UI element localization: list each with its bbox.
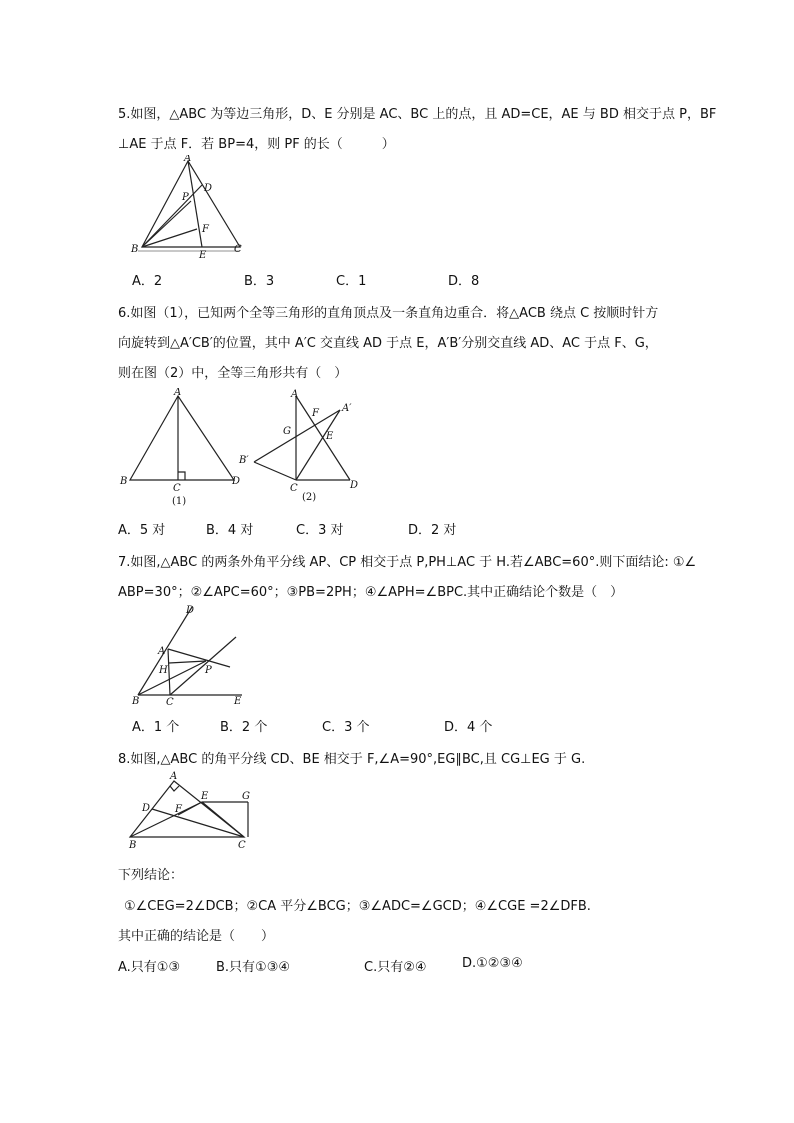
q6-fig2-label-g: G [283, 426, 291, 437]
q8-label-b: B [129, 840, 137, 851]
q6-option-b: B．4 对 [206, 523, 254, 538]
q8-line-1: 8.如图,△ABC 的角平分线 CD、BE 相交于 F,∠A=90°,EG∥BC,且 CG⊥EG 于 G. [118, 752, 586, 767]
q5-triangle-abc [142, 161, 240, 247]
q5-option-a: A．2 [132, 274, 163, 289]
q8-label-e: E [201, 791, 209, 802]
q6-fig2-a1c [296, 410, 340, 480]
q7-figure [128, 603, 258, 708]
q6-line-2: 向旋转到△A′CB′的位置，其中 A′C 交直线 AD 于点 E，A′B′分别交直线 AD、AC 于点 F、G， [118, 336, 658, 351]
q5-segment-bp [142, 201, 191, 247]
q8-label-f: F [175, 804, 182, 815]
q6-option-d: D．2 对 [408, 523, 457, 538]
q7-option-a: A．1 个 [132, 720, 180, 735]
q5-label-a: A [184, 155, 192, 164]
q7-label-d: D [186, 605, 195, 616]
q6-fig2-label-a1: A′ [342, 403, 352, 414]
q5-line-1: 5.如图，△ABC 为等边三角形，D、E 分别是 AC、BC 上的点，且 AD=CE，AE 与 BD 相交于点 P，BF [118, 107, 717, 122]
q6-fig2-label-a: A [291, 389, 299, 400]
q6-option-c: C．3 对 [296, 523, 344, 538]
q8-option-b: B.只有①③④ [216, 960, 291, 975]
q5-label-e: E [199, 250, 207, 261]
q6-figure-1 [118, 388, 248, 513]
q6-fig2-b1c [254, 462, 296, 480]
q5-label-f: F [202, 224, 209, 235]
q5-option-b: B．3 [244, 274, 275, 289]
q5-segment-ae [188, 161, 202, 247]
q5-label-b: B [131, 244, 139, 255]
q7-segment-ph [169, 661, 206, 663]
q7-label-h: H [159, 665, 168, 676]
q8-conclusions-title: 下列结论： [118, 868, 184, 883]
q5-label-c: C [234, 244, 242, 255]
q8-label-c: C [238, 840, 246, 851]
q6-fig1-caption: (1) [172, 496, 187, 507]
q6-fig2-label-c: C [290, 483, 298, 494]
q7-option-d: D．4 个 [444, 720, 493, 735]
q8-right-angle [170, 786, 179, 791]
q5-option-c: C．1 [336, 274, 367, 289]
q5-label-p: P [182, 192, 189, 203]
q6-fig2-label-e: E [326, 431, 334, 442]
q8-label-g: G [242, 791, 250, 802]
q6-line-1: 6.如图（1），已知两个全等三角形的直角顶点及一条直角边重合．将△ACB 绕点 C 按顺时针方 [118, 306, 659, 321]
q8-question: 其中正确的结论是（ ） [118, 929, 275, 944]
q6-fig2-label-d: D [350, 480, 359, 491]
q7-line-1: 7.如图,△ABC 的两条外角平分线 AP、CP 相交于点 P,PH⊥AC 于 H.若∠ABC=60°.则下面结论: ①∠ [118, 555, 697, 570]
q8-label-d: D [142, 803, 151, 814]
q5-line-2: ⊥AE 于点 F．若 BP=4，则 PF 的长（ ） [118, 137, 395, 152]
q8-segment-dc [152, 809, 244, 837]
q5-figure [128, 155, 248, 265]
q7-label-p: P [205, 665, 212, 676]
q7-label-a: A [158, 646, 166, 657]
q7-label-b: B [132, 696, 140, 707]
q6-fig1-label-c: C [173, 483, 181, 494]
q6-fig2-label-b1: B′ [239, 455, 249, 466]
q6-fig1-right-angle [178, 472, 185, 480]
q6-fig1-label-b: B [120, 476, 128, 487]
q6-fig1-label-d: D [232, 476, 241, 487]
q6-fig2-caption: (2) [302, 492, 317, 503]
q7-segment-ac [168, 649, 170, 695]
q7-line-2: ABP=30°；②∠APC=60°；③PB=2PH；④∠APH=∠BPC.其中正确结论个数是（ ） [118, 585, 624, 600]
q5-option-d: D．8 [448, 274, 480, 289]
q8-segment-ec [202, 802, 244, 837]
q8-option-c: C.只有②④ [364, 960, 427, 975]
q6-fig1-label-a: A [174, 388, 182, 398]
q6-fig2-label-f: F [312, 408, 319, 419]
q8-figure [126, 771, 261, 851]
q6-line-3: 则在图（2）中，全等三角形共有（ ） [118, 366, 348, 381]
q7-label-c: C [166, 697, 174, 708]
q6-option-a: A．5 对 [118, 523, 166, 538]
q5-label-d: D [204, 183, 213, 194]
q8-option-a: A.只有①③ [118, 960, 181, 975]
q6-figure-2 [236, 388, 376, 513]
q7-label-e: E [234, 696, 242, 707]
q7-option-b: B．2 个 [220, 720, 268, 735]
q8-conclusions: ①∠CEG=2∠DCB；②CA 平分∠BCG；③∠ADC=∠GCD；④∠CGE =2∠DFB. [124, 899, 591, 914]
q6-fig1-triangle [130, 396, 234, 480]
q8-option-d: D.①②③④ [462, 956, 523, 971]
q7-option-c: C．3 个 [322, 720, 370, 735]
q8-label-a: A [170, 771, 178, 782]
